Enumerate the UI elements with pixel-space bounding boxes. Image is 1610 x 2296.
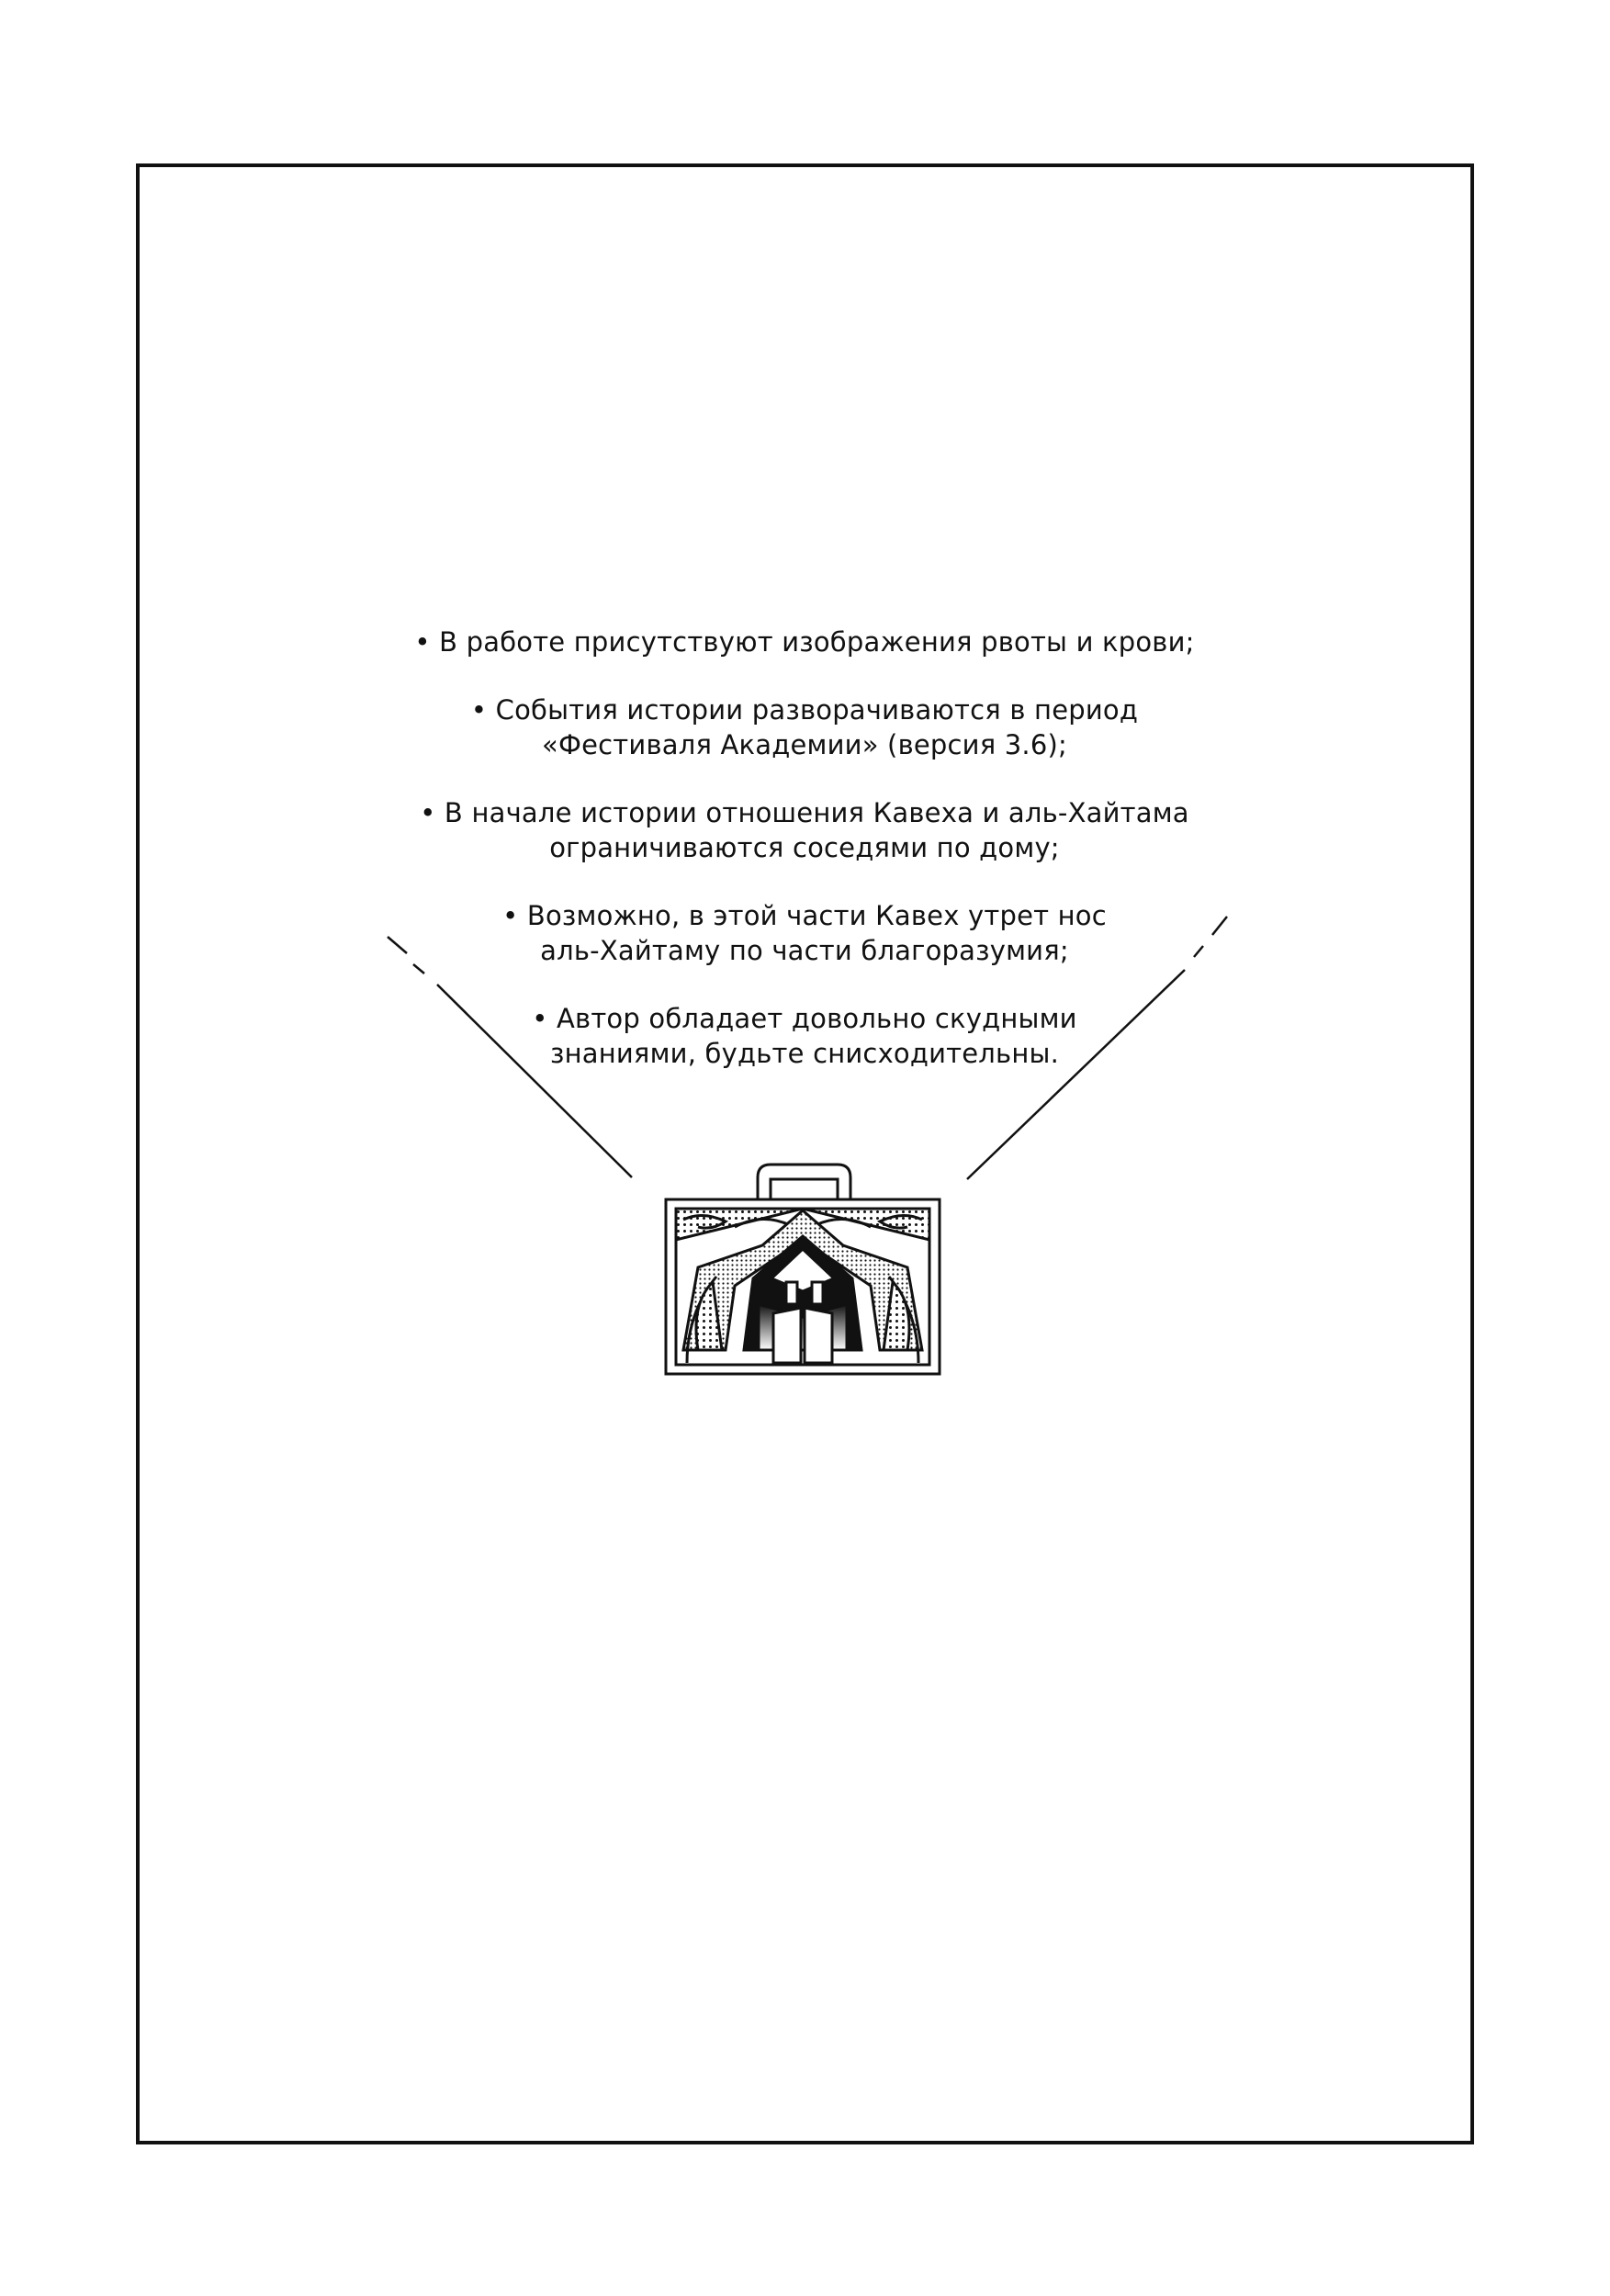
note-line: • Возможно, в этой части Кавех утрет нос bbox=[502, 900, 1107, 931]
note-line: «Фестиваля Академии» (версия 3.6); bbox=[542, 729, 1067, 760]
spotlight-left bbox=[388, 937, 632, 1177]
note-line: ограничиваются соседями по дому; bbox=[549, 832, 1060, 863]
note-line: аль-Хайтаму по части благоразумия; bbox=[540, 935, 1069, 966]
note-line: знаниями, будьте снисходительны. bbox=[549, 1038, 1060, 1069]
briefcase-emblem-icon bbox=[666, 1165, 940, 1374]
note-line: • События истории разворачиваются в период bbox=[470, 694, 1139, 726]
note-line: • В начале истории отношения Кавеха и аль-Хайтама bbox=[420, 797, 1189, 828]
note-line: • Автор обладает довольно скудными bbox=[532, 1003, 1077, 1034]
spotlight-right bbox=[967, 917, 1227, 1179]
note-line: • В работе присутствуют изображения рвоты и крови; bbox=[414, 626, 1195, 658]
